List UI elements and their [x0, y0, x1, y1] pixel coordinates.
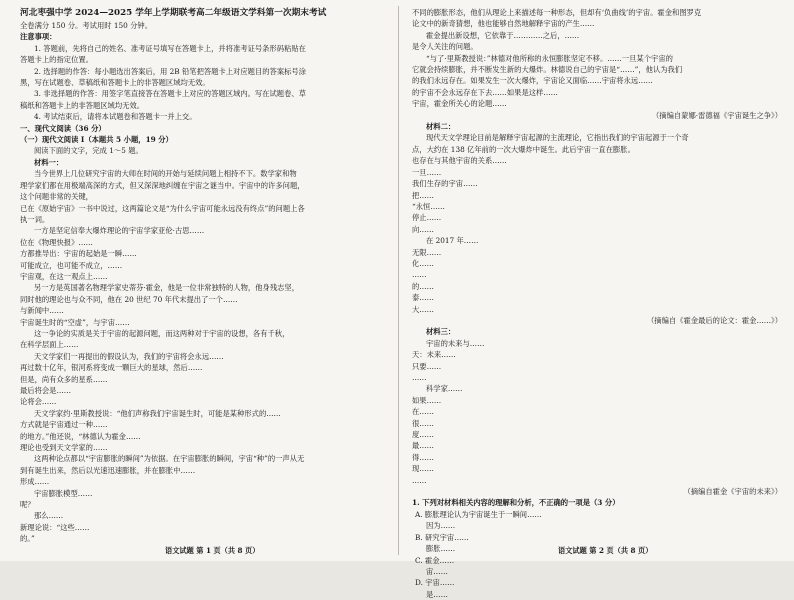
paragraph-line: 向…… — [412, 224, 434, 234]
paragraph-line: 在科学层面上…… — [20, 340, 79, 350]
option-line: D. 宇宙…… — [415, 578, 455, 588]
paragraph-line: 当今世界上几位研究宇宙的大师在时间的开始与延续问题上相持不下。数学家和物 — [34, 169, 297, 179]
paragraph-line: 宇宙观，在这一观点上…… — [20, 271, 108, 281]
paragraph-line: 科学家…… — [426, 384, 463, 394]
paragraph-line: 可能成立，也可能不成立，…… — [20, 260, 123, 270]
paragraph-line: 的地方。”他还说，“林德认为霍金…… — [20, 431, 141, 441]
note-line: 2. 选择题的作答：每小题选出答案后，用 2B 铅笔把答题卡上对应题目的答案标号涂 — [34, 66, 307, 76]
paragraph-line: “与了·里斯教授说：”林德对他所称的永恒膨胀坚定不移。……一旦某个宇宙的 — [426, 53, 673, 63]
option-line: 膨胀…… — [426, 544, 456, 554]
paragraph-line: 同时他的理论也与众不同，他在 20 世纪 70 年代末提出了一个…… — [20, 294, 238, 304]
note-line: 4. 考试结束后，请将本试题卷和答题卡一并上交。 — [34, 112, 197, 122]
paragraph-line: 宇宙，霍金所关心的论题…… — [412, 99, 507, 109]
paragraph-line: 最后将会是…… — [20, 386, 72, 395]
note-line: 答题卡上的指定位置。 — [20, 55, 93, 65]
paragraph-line: 执一词。 — [20, 214, 50, 224]
paragraph-line: 一旦…… — [412, 167, 442, 177]
paragraph-line: 位在《物理快报》…… — [20, 237, 93, 247]
paragraph-line: 把…… — [412, 190, 434, 200]
paragraph-line: 已在《原始宇宙》一书中说过，这两篇论文是“为什么宇宙可能永远没有终点”的问题上各 — [20, 203, 305, 213]
paragraph-line: 与新闻中…… — [20, 306, 64, 316]
paragraph-line: 它就会持续膨胀，并不断发生新的大爆炸。林德说自己的宇宙是“……”，他认为我们 — [412, 65, 683, 75]
option-line: C. 霍金…… — [415, 555, 455, 565]
material-label: 材料一： — [34, 157, 64, 167]
section-heading: 一、现代文阅读（36 分） — [20, 123, 106, 133]
paragraph-line: 这个问题非常的关键， — [20, 192, 93, 202]
paragraph-line: 论文中的新奇猜想，他也能够自然地解释宇宙的产生…… — [412, 19, 595, 29]
paragraph-line: 这一争论的实质是关于宇宙的起源问题，而这两种对于宇宙的设想，各有千秋， — [34, 328, 290, 338]
page-1-column — [20, 7, 390, 542]
paragraph-line: “永恒…… — [412, 201, 445, 211]
paragraph-line: 停止…… — [412, 213, 442, 223]
paragraph-line: 也存在与其他宇宙的关系…… — [412, 156, 507, 166]
paragraph-line: 再过数十亿年，银河系将变成一颗巨大的星球，然后…… — [20, 363, 203, 373]
instruction: 阅读下面的文字，完成 1～5 题。 — [34, 146, 143, 156]
source-citation: （摘编自蒙娜·雷德福《宇宙诞生之争》） — [651, 110, 782, 120]
paragraph-line: 论将会…… — [20, 397, 57, 407]
question-stem: 1. 下列对材料相关内容的理解和分析，不正确的一项是（3 分） — [412, 498, 620, 508]
paragraph-line: 的我们永远存在。如果发生一次大爆炸，宇宙论又面临……宇宙将永远…… — [412, 76, 653, 86]
paragraph-line: 方式就是宇宙通过一种…… — [20, 420, 108, 430]
paragraph-line: 大…… — [412, 304, 434, 314]
paragraph-line: 的…… — [412, 281, 434, 291]
option-line: 是…… — [426, 589, 448, 599]
page-footer-1: 语文试题 第 1 页（共 8 页） — [165, 546, 260, 555]
page-divider — [398, 6, 399, 555]
material-label: 材料二： — [426, 122, 456, 132]
note-line: 3. 非选择题的作答：用签字笔直接答在答题卡上对应的答题区域内。写在试题卷、草 — [34, 89, 306, 99]
paragraph-line: 得…… — [412, 452, 434, 462]
note-line: 稿纸和答题卡上的非答题区域均无效。 — [20, 100, 145, 110]
paragraph-line: …… — [412, 270, 427, 280]
paragraph-line: 现…… — [412, 464, 434, 474]
paragraph-line: 如果…… — [412, 395, 442, 405]
paragraph-line: 天：未来…… — [412, 350, 456, 360]
paragraph-line: 是令人关注的问题。 — [412, 42, 478, 52]
paragraph-line: 不同的膨胀形态，他们从理论上来描述每一种形态，但却有‘负曲线’的宇宙。霍金和图罗克 — [412, 8, 702, 17]
paragraph-line: 点，大约在 138 亿年前的一次大爆炸中诞生。此后宇宙一直在膨胀。 — [412, 144, 635, 154]
paragraph-line: 这两种论点都以“宇宙膨胀的瞬间”为依据。在宇宙膨胀的瞬间，宇宙“种”的一声从无 — [34, 454, 305, 464]
paragraph-line: 天文学家约·里斯教授说：“他们声称我们宇宙诞生时，可能是某种形式的…… — [34, 408, 281, 418]
paragraph-line: 最…… — [412, 441, 434, 451]
note-line: 黑，写在试题卷、草稿纸和答题卡上的非答题区域均无效。 — [20, 78, 210, 88]
paragraph-line: 泰…… — [412, 293, 434, 303]
paragraph-line: 在 2017 年…… — [426, 236, 479, 246]
paragraph-line: 理学家们都在用极端高深的方式，但又深深地纠缠在宇宙之谜当中。宇宙中的许多问题， — [20, 180, 305, 190]
paragraph-line: 呢？ — [20, 500, 35, 510]
paragraph-line: 很…… — [412, 418, 434, 428]
option-line: 因为…… — [426, 521, 456, 531]
subsection-heading: （一）现代文阅读 Ⅰ（本题共 5 小题，19 分） — [20, 135, 173, 145]
option-line: 宙…… — [426, 566, 448, 576]
page-footer-2: 语文试题 第 2 页（共 8 页） — [558, 546, 653, 555]
source-citation: （摘编自霍金《宇宙的未来》） — [683, 487, 782, 497]
paragraph-line: 那么…… — [34, 511, 64, 521]
paragraph-line: 霍金提出新设想，它依靠于…………之后，…… — [426, 30, 580, 40]
paragraph-line: 新理论说：“这些…… — [20, 522, 90, 532]
paragraph-line: 的。” — [20, 534, 35, 544]
paragraph-line: 但是，尚有众多的星系…… — [20, 374, 108, 384]
option-line: A. 膨胀理论认为宇宙诞生于一瞬间…… — [415, 509, 542, 519]
paragraph-line: 度…… — [412, 430, 434, 440]
notes-heading: 注意事项： — [20, 32, 57, 42]
exam-title: 河北枣强中学 2024—2025 学年上学期联考高二年级语文学科第一次期末考试 — [20, 8, 327, 18]
paragraph-line: 在…… — [412, 407, 434, 417]
paragraph-line: 宇宙的未来与…… — [426, 338, 485, 348]
paragraph-line: 宇宙膨胀模型…… — [34, 488, 93, 498]
paragraph-line: 一方是坚定信奉大爆炸理论的宇宙学家亚伦·古思…… — [34, 226, 205, 236]
material-label: 材料三： — [426, 327, 456, 337]
option-line: B. 研究宇宙…… — [415, 532, 469, 542]
paragraph-line: 方都推导出：宇宙的起始是一瞬…… — [20, 249, 137, 259]
paragraph-line: 只要…… — [412, 361, 442, 371]
paragraph-line: 无限…… — [412, 247, 442, 257]
paragraph-line: 理论也受到天文学家的…… — [20, 443, 108, 453]
paragraph-line: 现代天文学理论目前是解释宇宙起源的主流理论，它指出我们的宇宙起源于一个奇 — [426, 133, 689, 143]
paragraph-line: 的宇宙不会永远存在下去……如果是这样…… — [412, 87, 558, 97]
paragraph-line: 宇宙诞生时的“空虚”，与宇宙…… — [20, 317, 130, 327]
paragraph-line: 到有诞生出来，然后以光速迅速膨胀，并在膨胀中…… — [20, 465, 196, 475]
note-line: 1. 答题前，先将自己的姓名、准考证号填写在答题卡上，并将准考证号条形码粘贴在 — [34, 43, 306, 53]
paragraph-line: …… — [412, 373, 427, 382]
paragraph-line: 形成…… — [20, 477, 50, 487]
paragraph-line: 化…… — [412, 258, 434, 268]
paragraph-line: 另一方是英国著名物理学家史蒂芬·霍金，他是一位非常独特的人物，他身残志坚， — [34, 283, 300, 293]
source-citation: （摘编自《霍金最后的论文：霍金……》） — [647, 315, 782, 325]
exam-info: 全卷满分 150 分。考试用时 150 分钟。 — [20, 21, 152, 30]
paragraph-line: 天文学家们一再提出的假设认为，我们的宇宙将会永远…… — [34, 351, 224, 361]
paragraph-line: …… — [412, 475, 427, 485]
paragraph-line: 我们生存的宇宙…… — [412, 179, 478, 189]
